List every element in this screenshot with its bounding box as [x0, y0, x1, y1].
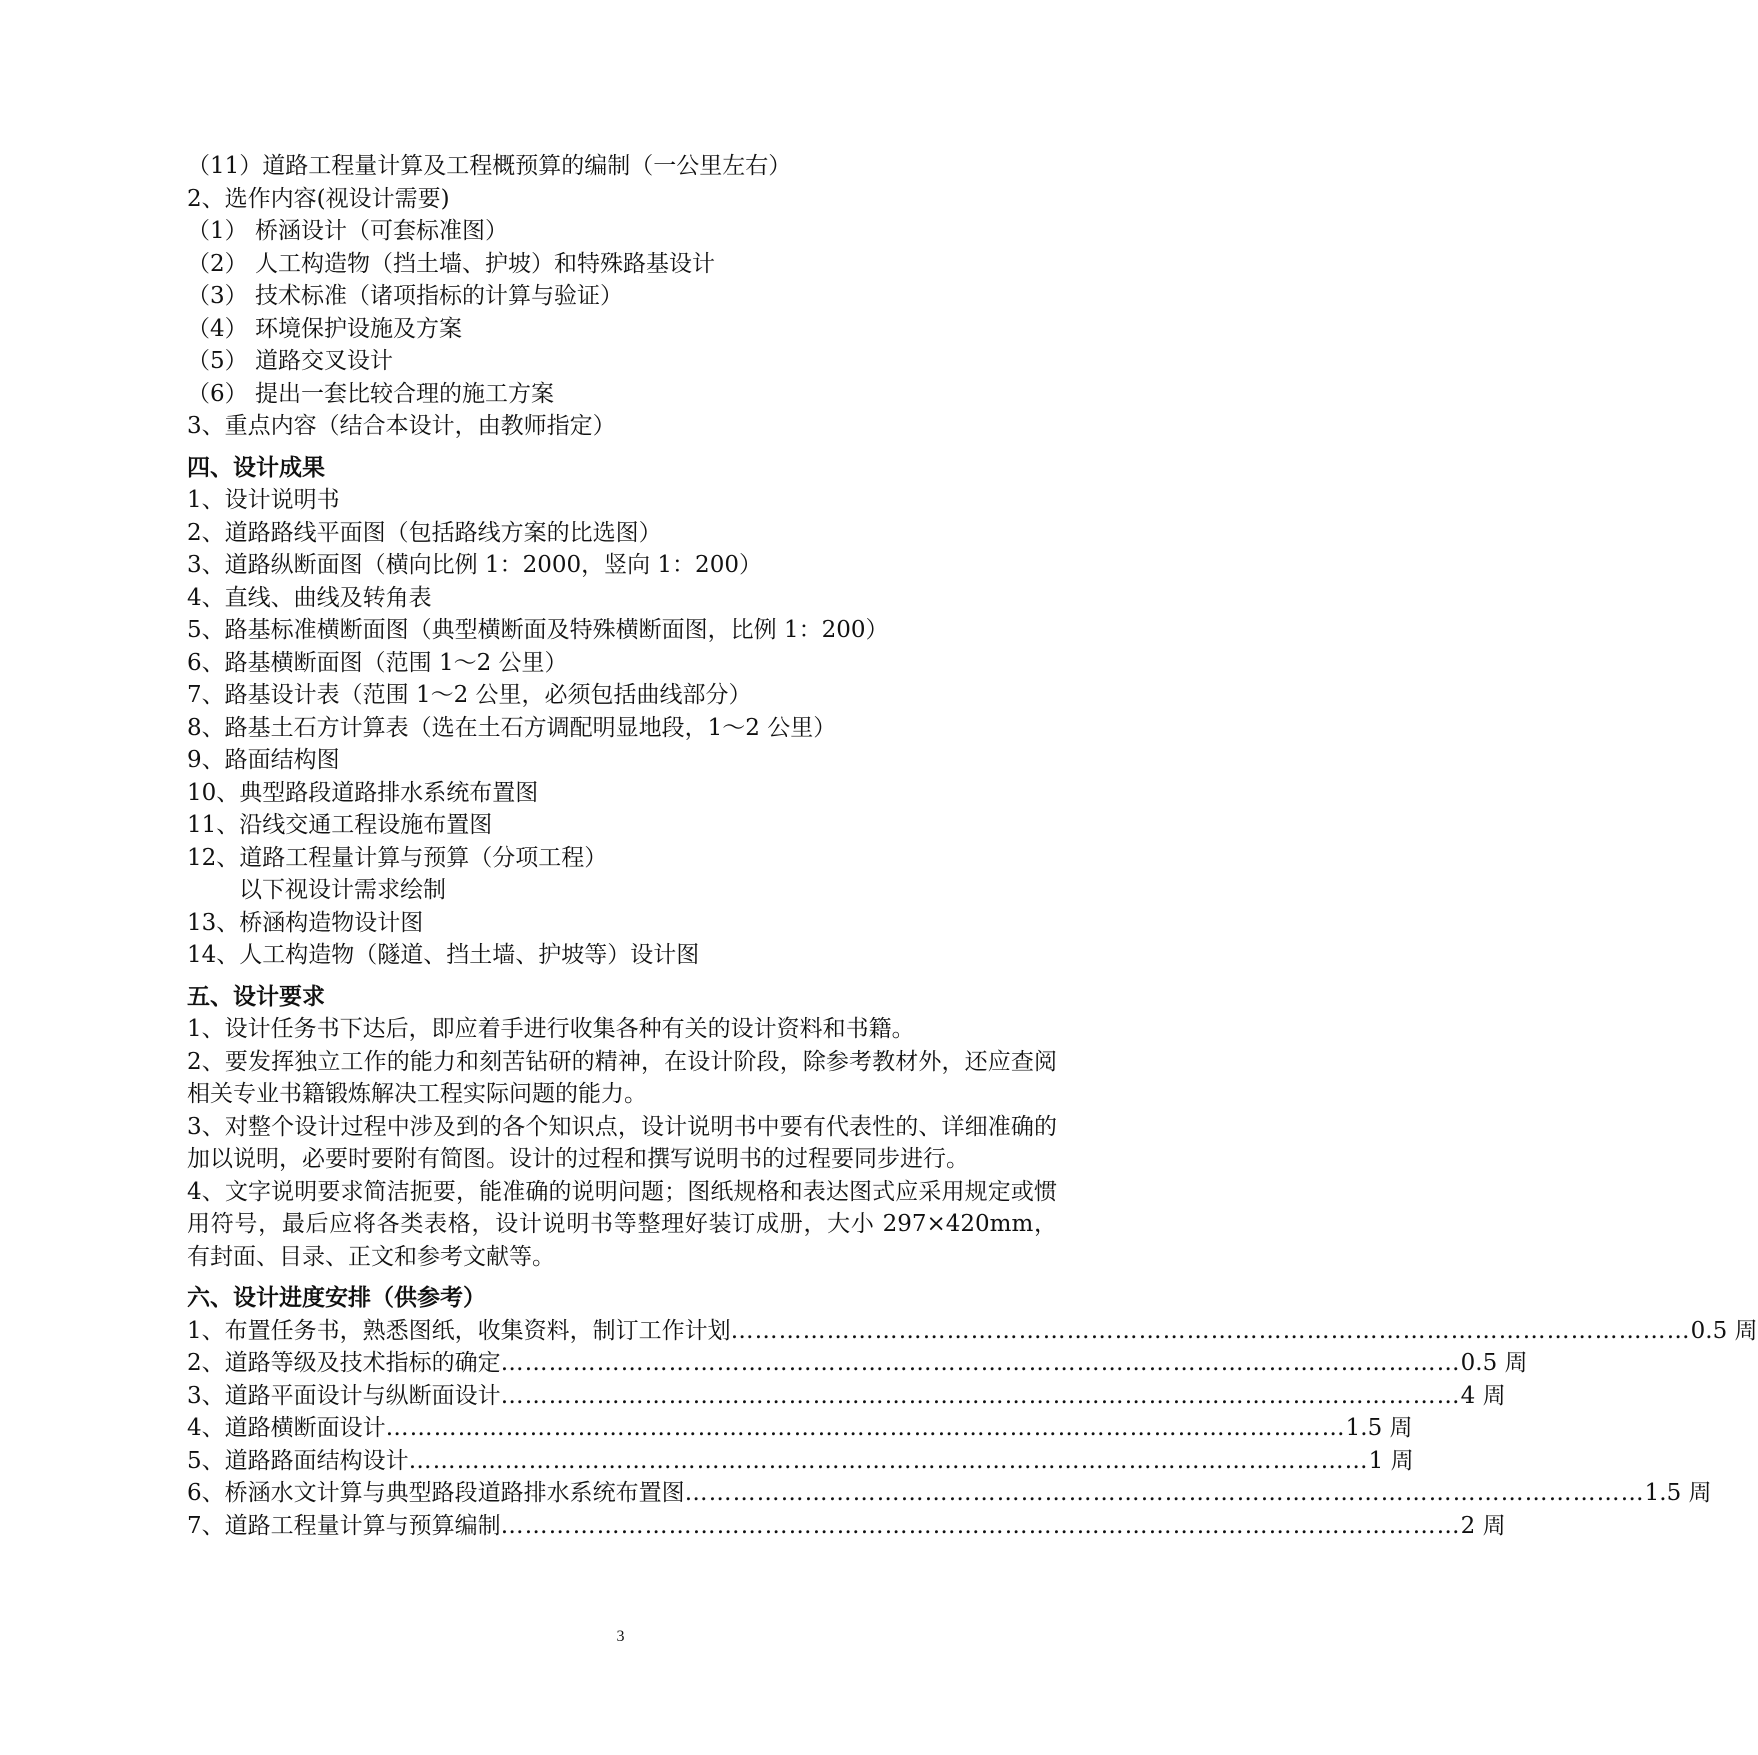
- page-content: [187, 150, 1758, 1542]
- list-item: 7、路基设计表（范围 1～2 公里，必须包括曲线部分）: [187, 682, 752, 708]
- list-item: 1、设计说明书: [187, 487, 340, 513]
- dot-leader: …………………………………………………………………………………………………………: [385, 1415, 1346, 1441]
- requirement-paragraph: 1、设计任务书下达后，即应着手进行收集各种有关的设计资料和书籍。: [187, 1016, 915, 1042]
- pre-line: （4） 环境保护设施及方案: [187, 315, 462, 342]
- schedule-duration: 0.5 周: [1460, 1350, 1528, 1376]
- schedule-duration: 1.5 周: [1345, 1415, 1413, 1441]
- pre-line: 3、重点内容（结合本设计，由教师指定）: [187, 413, 616, 439]
- list-item: 13、桥涵构造物设计图: [187, 909, 424, 936]
- requirement-paragraph: 2、要发挥独立工作的能力和刻苦钻研的精神，在设计阶段，除参考教材外，还应查阅相关专业书籍锻炼解决工程实际问题的能力。: [187, 1048, 1057, 1107]
- list-item: 8、路基土石方计算表（选在土石方调配明显地段，1～2 公里）: [187, 714, 837, 741]
- schedule-duration: 1 周: [1368, 1447, 1414, 1474]
- schedule-row: [187, 1347, 1528, 1380]
- schedule-task: 4、道路横断面设计: [187, 1415, 386, 1441]
- section4-list: [187, 484, 1057, 972]
- schedule-duration: 0.5 周: [1690, 1317, 1758, 1344]
- schedule-task: 6、桥涵水文计算与典型路段道路排水系统布置图: [187, 1480, 685, 1506]
- list-item-note: 以下视设计需求绘制: [239, 877, 446, 903]
- schedule-task: 3、道路平面设计与纵断面设计: [187, 1382, 501, 1409]
- schedule-row: [187, 1477, 1712, 1510]
- dot-leader: …………………………………………………………………………………………………………: [500, 1350, 1461, 1376]
- pre-line: （3） 技术标准（诸项指标的计算与验证）: [187, 283, 623, 309]
- schedule-task: 7、道路工程量计算与预算编制: [187, 1512, 501, 1539]
- dot-leader: …………………………………………………………………………………………………………: [408, 1447, 1369, 1474]
- list-item: 6、路基横断面图（范围 1～2 公里）: [187, 649, 568, 676]
- list-item: 12、道路工程量计算与预算（分项工程）: [187, 844, 608, 871]
- page-number: 3: [616, 1628, 625, 1645]
- schedule-task: 5、道路路面结构设计: [187, 1447, 409, 1474]
- dot-leader: …………………………………………………………………………………………………………: [500, 1382, 1461, 1409]
- schedule-duration: 4 周: [1460, 1382, 1506, 1409]
- section4-heading: 四、设计成果: [187, 453, 325, 481]
- pre-list: [187, 150, 1057, 443]
- section5-heading: 五、设计要求: [187, 982, 325, 1010]
- requirement-paragraph: 4、文字说明要求简洁扼要，能准确的说明问题；图纸规格和表达图式应采用规定或惯用符号，最后应将各类表格，设计说明书等整理好装订成册，大小 297×420mm，有封面、目录、正文和参考文献等。: [187, 1178, 1057, 1270]
- schedule-row: [187, 1445, 1414, 1478]
- schedule-row: [187, 1315, 1758, 1348]
- list-item: 3、道路纵断面图（横向比例 1：2000，竖向 1：200）: [187, 552, 762, 578]
- dot-leader: …………………………………………………………………………………………………………: [730, 1317, 1691, 1344]
- list-item: 5、路基标准横断面图（典型横断面及特殊横断面图，比例 1：200）: [187, 617, 889, 643]
- schedule-row: [187, 1412, 1413, 1445]
- dot-leader: …………………………………………………………………………………………………………: [684, 1480, 1645, 1506]
- pre-line: （5） 道路交叉设计: [187, 348, 393, 374]
- schedule-row: [187, 1380, 1506, 1413]
- list-item: 9、路面结构图: [187, 747, 340, 773]
- schedule-task: 2、道路等级及技术指标的确定: [187, 1350, 501, 1376]
- list-item: 14、人工构造物（隧道、挡土墙、护坡等）设计图: [187, 942, 700, 968]
- pre-line: （11）道路工程量计算及工程概预算的编制（一公里左右）: [187, 153, 792, 179]
- pre-line: （6） 提出一套比较合理的施工方案: [187, 380, 554, 407]
- list-item: 2、道路路线平面图（包括路线方案的比选图）: [187, 519, 662, 546]
- pre-line: 2、选作内容(视设计需要): [187, 185, 450, 212]
- section5-list: [187, 1013, 1057, 1273]
- schedule-list: [187, 1315, 1758, 1543]
- list-item: 10、典型路段道路排水系统布置图: [187, 779, 539, 806]
- schedule-task: 1、布置任务书，熟悉图纸，收集资料，制订工作计划: [187, 1317, 731, 1344]
- list-item: 11、沿线交通工程设施布置图: [187, 812, 493, 838]
- pre-line: （1） 桥涵设计（可套标准图）: [187, 218, 508, 244]
- schedule-row: [187, 1510, 1506, 1543]
- pre-line: （2） 人工构造物（挡土墙、护坡）和特殊路基设计: [187, 250, 715, 277]
- schedule-duration: 2 周: [1460, 1512, 1506, 1539]
- schedule-duration: 1.5 周: [1644, 1480, 1712, 1506]
- dot-leader: …………………………………………………………………………………………………………: [500, 1512, 1461, 1539]
- requirement-paragraph: 3、对整个设计过程中涉及到的各个知识点，设计说明书中要有代表性的、详细准确的加以说明，必要时要附有简图。设计的过程和撰写说明书的过程要同步进行。: [187, 1113, 1057, 1172]
- section6-heading: 六、设计进度安排（供参考）: [187, 1284, 486, 1311]
- list-item: 4、直线、曲线及转角表: [187, 584, 432, 611]
